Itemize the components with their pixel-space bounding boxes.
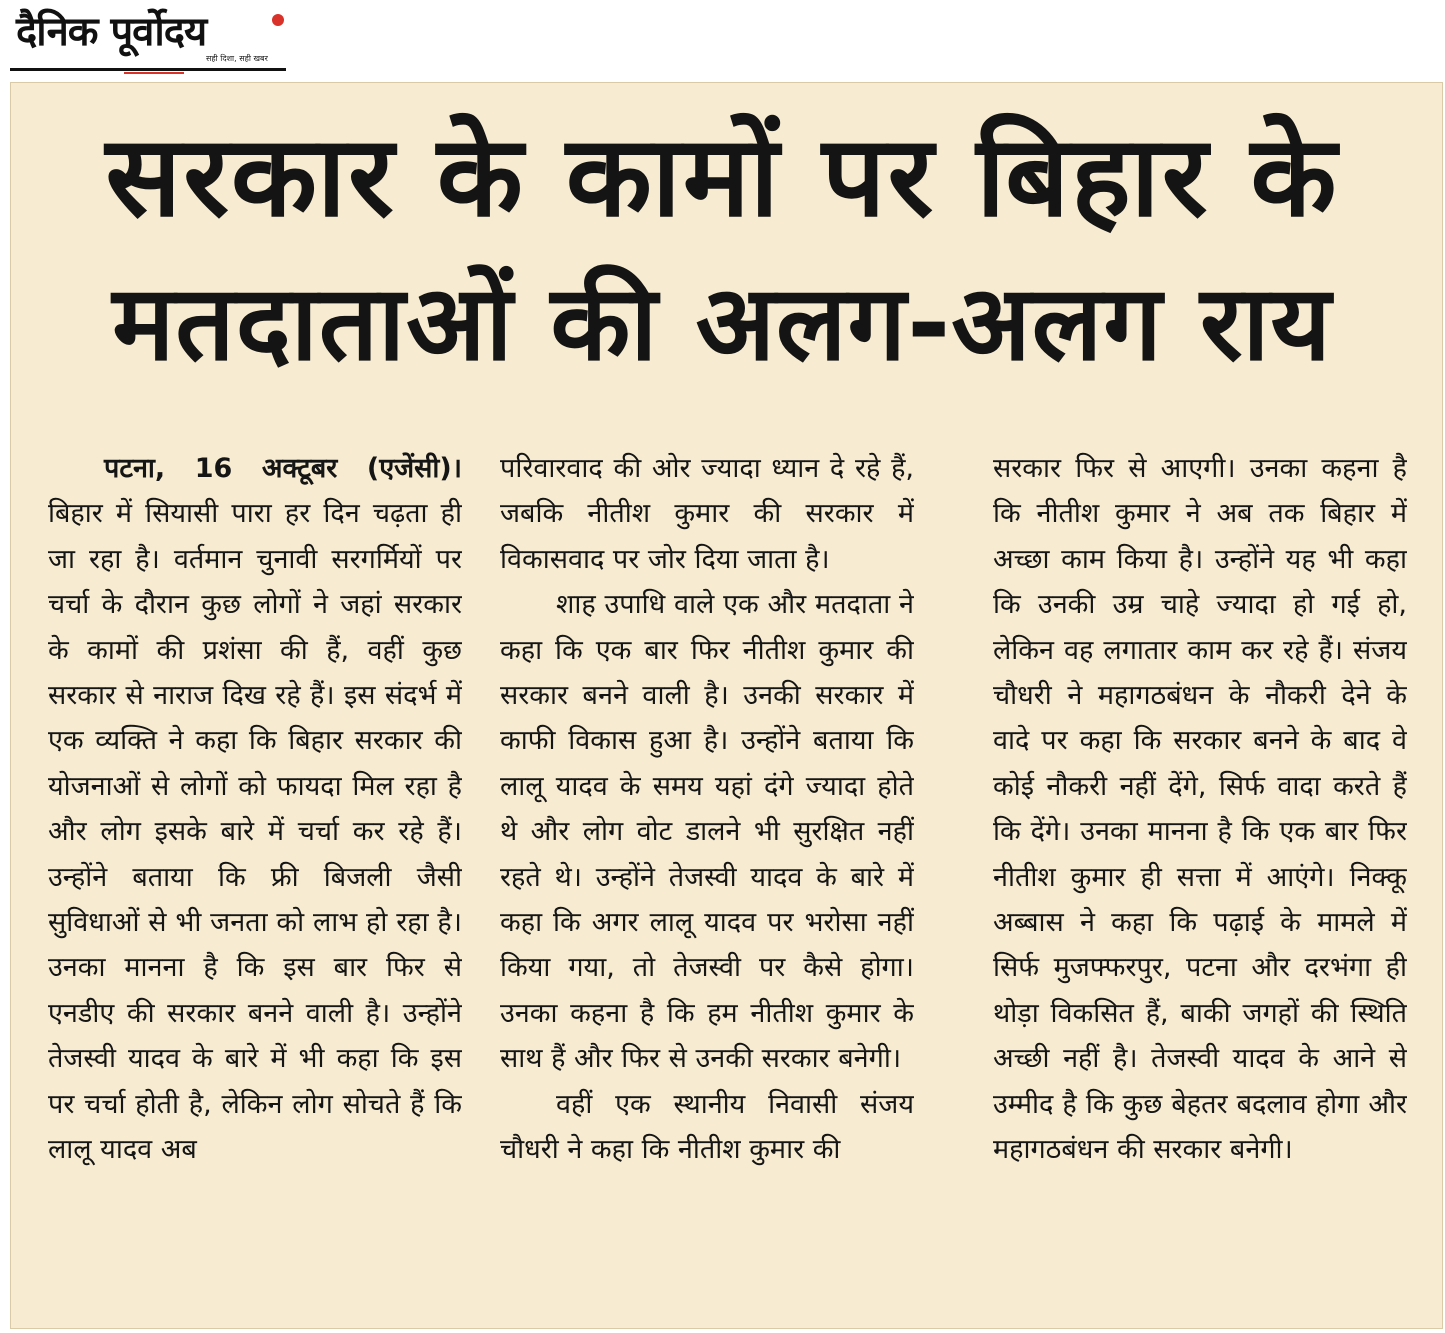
headline-line-2: मतदाताओं की अलग-अलग राय: [112, 262, 1332, 384]
masthead-rule: [10, 68, 286, 71]
dateline: पटना, 16 अक्टूबर (एजेंसी)।: [104, 453, 462, 484]
paragraph-text: बिहार में सियासी पारा हर दिन चढ़ता ही जा रहा है। वर्तमान चुनावी सरगर्मियों पर चर्चा के दौरान कुछ लोगों ने जहां सरकार के कामों की प्रशंसा की हैं, वहीं कुछ सरकार से नाराज दिख रहे हैं। इस संदर्भ में एक व्यक्ति ने कहा कि बिहार सरकार की योजनाओं से लोगों को फायदा मिल रहा है और लोग इसके बारे में चर्चा कर रहे हैं। उन्होंने बताया कि फ्री बिजली जैसी सुविधाओं से भी जनता को लाभ हो रहा है। उनका मानना है कि इस बार फिर से एनडीए की सरकार बनने वाली है। उन्होंने तेजस्वी यादव के बारे में भी कहा कि इस पर चर्चा होती है, लेकिन लोग सोचते हैं कि लालू यादव अब: [48, 498, 462, 1166]
logo-red-dot: [272, 14, 284, 26]
masthead: [10, 4, 286, 72]
article-column-2: [500, 446, 914, 1310]
masthead-red-rule: [124, 72, 184, 74]
article-column-3: [993, 446, 1407, 1310]
headline-line-1: सरकार के कामों पर बिहार के: [105, 112, 1339, 242]
paragraph: [48, 446, 462, 1173]
paragraph: वहीं एक स्थानीय निवासी संजय चौधरी ने कहा कि नीतीश कुमार की: [500, 1088, 914, 1166]
newspaper-tagline: सही दिशा, सही खबर: [206, 54, 268, 63]
paragraph: परिवारवाद की ओर ज्यादा ध्यान दे रहे हैं, जबकि नीतीश कुमार की सरकार में विकासवाद पर जोर दिया जाता है।: [500, 453, 914, 575]
paragraph: सरकार फिर से आएगी। उनका कहना है कि नीतीश कुमार ने अब तक बिहार में अच्छा काम किया है। उन्होंने यह भी कहा कि उनकी उम्र चाहे ज्यादा हो गई हो, लेकिन वह लगातार काम कर रहे हैं। संजय चौधरी ने महागठबंधन के नौकरी देने के वादे पर कहा कि सरकार बनने के बाद वे कोई नौकरी नहीं देंगे, सिर्फ वादा करते हैं कि देंगे। उनका मानना है कि एक बार फिर नीतीश कुमार ही सत्ता में आएंगे। निक्कू अब्बास ने कहा कि पढ़ाई के मामले में सिर्फ मुजफ्फरपुर, पटना और दरभंगा ही थोड़ा विकसित हैं, बाकी जगहों की स्थिति अच्छी नहीं है। तेजस्वी यादव के आने से उम्मीद है कि कुछ बेहतर बदलाव होगा और महागठबंधन की सरकार बनेगी।: [993, 453, 1407, 1166]
newspaper-logo: दैनिक पूर्वोदय: [16, 9, 207, 55]
article-column-1: [48, 446, 462, 1310]
article-headline: [36, 104, 1408, 396]
paragraph: शाह उपाधि वाले एक और मतदाता ने कहा कि एक बार फिर नीतीश कुमार की सरकार बनने वाली है। उनकी सरकार में काफी विकास हुआ है। उन्होंने बताया कि लालू यादव के समय यहां दंगे ज्यादा होते थे और लोग वोट डालने भी सुरक्षित नहीं रहते थे। उन्होंने तेजस्वी यादव के बारे में कहा कि अगर लालू यादव पर भरोसा नहीं किया गया, तो तेजस्वी पर कैसे होगा। उनका कहना है कि हम नीतीश कुमार के साथ हैं और फिर से उनकी सरकार बनेगी।: [500, 589, 914, 1075]
